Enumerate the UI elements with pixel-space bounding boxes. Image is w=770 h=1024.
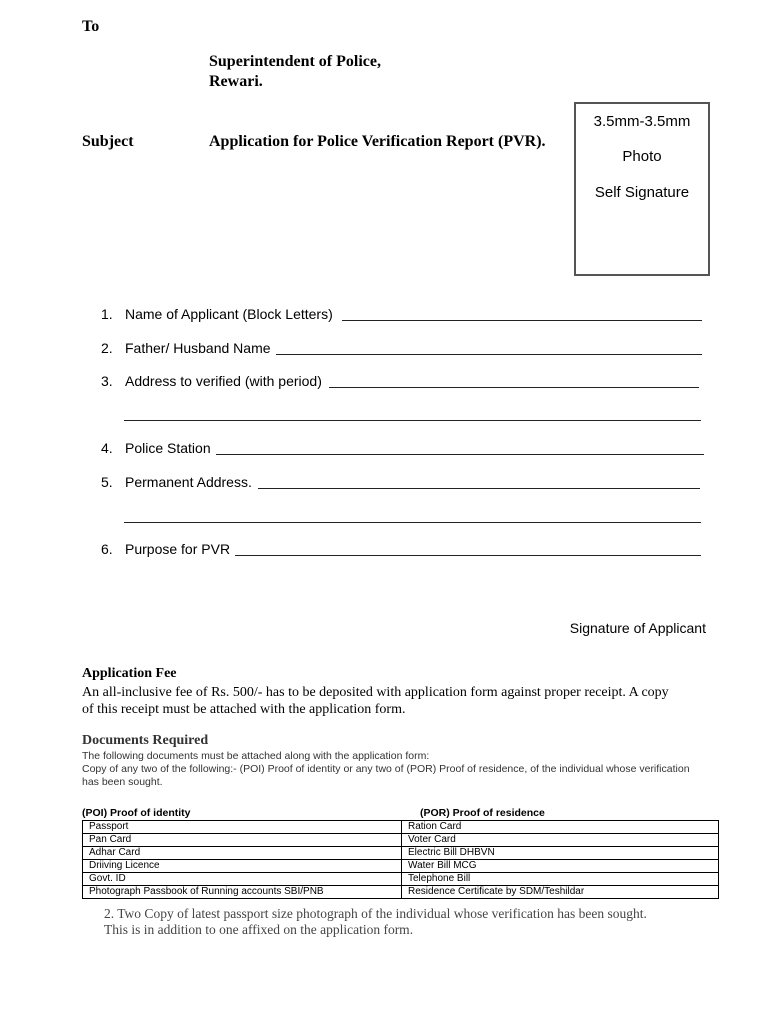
application-fee-heading: Application Fee [82,666,177,681]
field-number: 4. [101,440,113,456]
poi-cell: Adhar Card [83,847,402,860]
field-label: Police Station [125,440,211,456]
documents-intro-line1: The following documents must be attached along with the application form: [82,750,430,762]
documents-required-heading: Documents Required [82,733,209,748]
table-row [83,821,719,834]
por-cell: Ration Card [402,821,719,834]
documents-intro [82,750,692,789]
field-number: 2. [101,340,113,356]
field-number: 6. [101,541,113,557]
poi-cell: Photograph Passbook of Running accounts SBI/PNB [83,886,402,899]
self-signature-label: Self Signature [594,184,690,201]
documents-intro-line2: Copy of any two of the following:- (POI) Proof of identity or any two of (POR) Proof of residence, of the individual whose verification has been sought. [82,763,690,788]
poi-heading: (POI) Proof of identity [82,807,191,819]
police-station-line[interactable] [216,454,704,455]
field-police-station [101,440,211,456]
addressee-title: Superintendent of Police, [209,53,381,70]
documents-table [82,820,719,899]
field-purpose-pvr [101,541,230,557]
father-husband-name-line[interactable] [276,354,702,355]
field-permanent-address [101,474,252,490]
field-label: Permanent Address. [125,474,252,490]
table-row [83,847,719,860]
table-row [83,873,719,886]
poi-cell: Govt. ID [83,873,402,886]
field-number: 1. [101,306,113,322]
field-label: Name of Applicant (Block Letters) [125,306,333,322]
permanent-address-line-2[interactable] [124,522,701,523]
field-applicant-name [101,306,333,322]
field-number: 5. [101,474,113,490]
photo-placeholder-box [574,102,710,276]
field-address-verified [101,373,322,389]
photo-size-label: 3.5mm-3.5mm [593,113,691,130]
address-verified-line[interactable] [329,387,699,388]
por-cell: Voter Card [402,834,719,847]
purpose-pvr-line[interactable] [235,555,701,556]
poi-cell: Pan Card [83,834,402,847]
photo-label: Photo [622,148,662,165]
poi-cell: Driiving Licence [83,860,402,873]
addressee-city: Rewari. [209,73,263,90]
signature-of-applicant-label: Signature of Applicant [569,620,706,636]
field-father-husband-name [101,340,271,356]
field-label: Father/ Husband Name [125,340,271,356]
por-heading: (POR) Proof of residence [420,807,545,819]
subject-label: Subject [82,133,134,150]
table-row [83,886,719,899]
por-cell: Residence Certificate by SDM/Teshildar [402,886,719,899]
field-label: Address to verified (with period) [125,373,322,389]
applicant-name-line[interactable] [342,320,702,321]
field-label: Purpose for PVR [125,541,231,557]
salutation-to: To [82,18,100,35]
address-verified-line-2[interactable] [124,420,701,421]
permanent-address-line[interactable] [258,488,700,489]
application-fee-text: An all-inclusive fee of Rs. 500/- has to be deposited with application form against proper receipt. A copy of this receipt must be attached with the application form. [82,685,669,717]
por-cell: Telephone Bill [402,873,719,886]
table-row [83,834,719,847]
table-row [83,860,719,873]
subject-text: Application for Police Verification Report (PVR). [209,133,546,150]
por-cell: Water Bill MCG [402,860,719,873]
por-cell: Electric Bill DHBVN [402,847,719,860]
field-number: 3. [101,373,113,389]
photograph-requirement-note: 2. Two Copy of latest passport size photograph of the individual whose verification has been sought. This is in addition to one affixed on the application form. [104,906,647,937]
poi-cell: Passport [83,821,402,834]
